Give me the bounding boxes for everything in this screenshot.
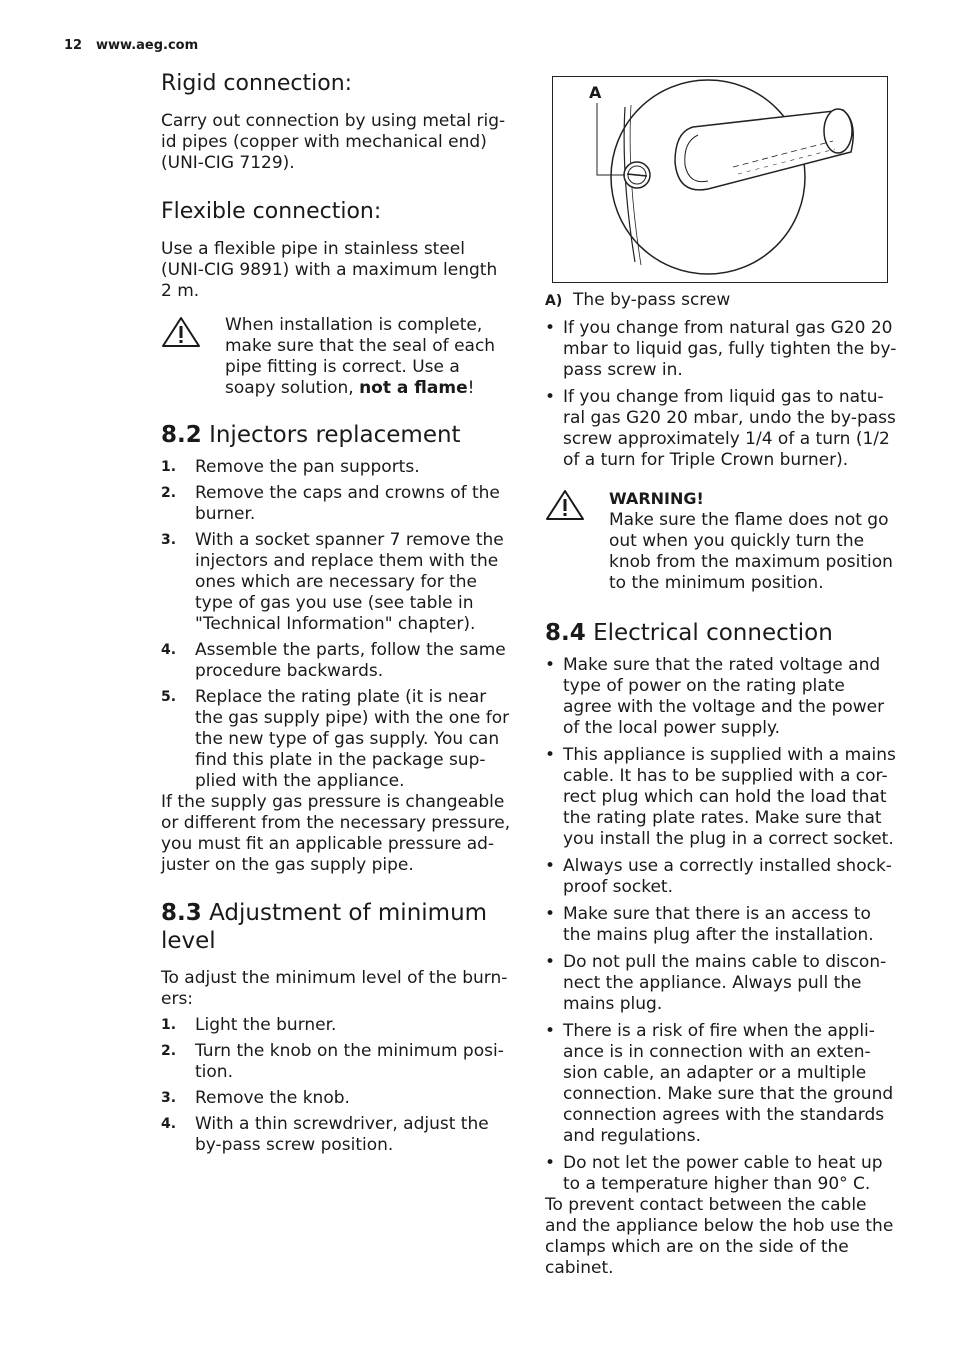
list-item xyxy=(161,530,513,635)
section-8-2-title: 8.2 Injectors replacement xyxy=(161,422,461,448)
left-column xyxy=(161,70,513,1156)
warning-triangle-icon xyxy=(161,315,201,349)
page-number: 12 xyxy=(64,38,83,53)
adjustment-steps xyxy=(161,1015,513,1156)
step-text: With a thin screwdriver, adjust the by-pass screw position. xyxy=(195,1114,489,1155)
list-item xyxy=(545,1153,897,1195)
injectors-steps xyxy=(161,457,513,792)
bullet-icon: • xyxy=(545,1153,556,1173)
flexible-connection-title: Flexible connection: xyxy=(161,199,382,224)
bullet-icon: • xyxy=(545,655,556,675)
list-item xyxy=(545,1021,897,1147)
step-number: 4. xyxy=(161,1116,177,1132)
step-number: 2. xyxy=(161,485,177,501)
list-item xyxy=(161,457,513,478)
bullet-text: If you change from liquid gas to natu-ral gas G20 20 mbar, undo the by-pass screw approximately 1/4 of a turn (1/2 of a turn for Triple Crown burner). xyxy=(563,387,896,470)
bypass-screw-figure xyxy=(552,76,888,283)
bullet-icon: • xyxy=(545,952,556,972)
gas-change-bullets xyxy=(545,318,897,471)
list-item xyxy=(545,387,897,471)
step-text: Replace the rating plate (it is near the gas supply pipe) with the one for the new type of gas supply. You can find this plate in the package sup-plied with the appliance. xyxy=(195,687,510,791)
list-item xyxy=(545,745,897,850)
caution-note xyxy=(161,315,513,399)
step-number: 4. xyxy=(161,642,177,658)
bullet-text: Always use a correctly installed shock-proof socket. xyxy=(563,856,892,897)
bullet-icon: • xyxy=(545,387,556,407)
step-text: With a socket spanner 7 remove the injectors and replace them with the ones which are necessary for the type of gas you use (see table in "Technical Information" chapter). xyxy=(195,530,504,634)
bullet-icon: • xyxy=(545,318,556,338)
bullet-icon: • xyxy=(545,856,556,876)
adjustment-intro: To adjust the minimum level of the burn-ers: xyxy=(161,968,508,1009)
step-text: Assemble the parts, follow the same procedure backwards. xyxy=(195,640,506,681)
list-item xyxy=(161,640,513,682)
list-item xyxy=(161,1041,513,1083)
step-number: 3. xyxy=(161,532,177,548)
list-item xyxy=(545,318,897,381)
step-number: 3. xyxy=(161,1090,177,1106)
list-item xyxy=(161,1015,513,1036)
right-column xyxy=(545,290,897,1279)
bullet-text: Make sure that the rated voltage and type of power on the rating plate agree with the voltage and the power of the local power supply. xyxy=(563,655,885,738)
bullet-text: There is a risk of fire when the appli-ance is in connection with an exten-sion cable, an adapter or a multiple connection. Make sure that the ground connection agrees with the standards and regulations. xyxy=(563,1021,894,1146)
burner-knob-illustration xyxy=(553,77,887,282)
list-item xyxy=(545,904,897,946)
electrical-after-text: To prevent contact between the cable and the appliance below the hob use the clamps which are on the side of the cabinet. xyxy=(545,1195,894,1278)
step-number: 5. xyxy=(161,689,177,705)
step-text: Remove the knob. xyxy=(195,1088,350,1108)
list-item xyxy=(545,655,897,739)
step-text: Light the burner. xyxy=(195,1015,337,1035)
figure-caption: A) The by-pass screw xyxy=(545,290,731,310)
figure-label-a: A xyxy=(589,83,602,102)
warning-text: Make sure the flame does not go out when you quickly turn the knob from the maximum position to the minimum position. xyxy=(609,510,893,593)
bullet-icon: • xyxy=(545,745,556,765)
flexible-connection-text: Use a flexible pipe in stainless steel (UNI-CIG 9891) with a maximum length 2 m. xyxy=(161,239,498,301)
step-number: 1. xyxy=(161,459,177,475)
warning-triangle-icon xyxy=(545,488,585,522)
step-number: 2. xyxy=(161,1043,177,1059)
injectors-after-text: If the supply gas pressure is changeable or different from the necessary pressure, you must fit an applicable pressure ad-juster on the gas supply pipe. xyxy=(161,792,511,875)
step-text: Remove the caps and crowns of the burner. xyxy=(195,483,500,524)
list-item xyxy=(161,1088,513,1109)
bullet-icon: • xyxy=(545,1021,556,1041)
section-8-4-title: 8.4 Electrical connection xyxy=(545,620,833,646)
list-item xyxy=(545,856,897,898)
electrical-bullets xyxy=(545,655,897,1195)
list-item xyxy=(545,952,897,1015)
rigid-connection-text: Carry out connection by using metal rig-id pipes (copper with mechanical end) (UNI-CIG 7129). xyxy=(161,111,506,173)
bullet-text: Do not let the power cable to heat up to a temperature higher than 90° C. xyxy=(563,1153,883,1194)
warning-note xyxy=(545,488,897,594)
website-link[interactable]: www.aeg.com xyxy=(96,38,199,53)
bullet-text: If you change from natural gas G20 20 mbar to liquid gas, fully tighten the by-pass screw in. xyxy=(563,318,897,380)
rigid-connection-title: Rigid connection: xyxy=(161,71,353,96)
bullet-text: This appliance is supplied with a mains cable. It has to be supplied with a cor-rect plug which can hold the load that the rating plate rates. Make sure that you install the plug in a correct socket. xyxy=(563,745,896,849)
bullet-text: Make sure that there is an access to the mains plug after the installation. xyxy=(563,904,874,945)
step-text: Remove the pan supports. xyxy=(195,457,420,477)
section-8-3-title: 8.3 Adjustment of minimum level xyxy=(161,900,488,954)
caution-text: When installation is complete, make sure that the seal of each pipe fitting is correct. Use a soapy solution, not a flame! xyxy=(225,315,496,398)
bullet-icon: • xyxy=(545,904,556,924)
bullet-text: Do not pull the mains cable to discon-nect the appliance. Always pull the mains plug. xyxy=(563,952,887,1014)
step-text: Turn the knob on the minimum posi-tion. xyxy=(195,1041,504,1082)
list-item xyxy=(161,687,513,792)
step-number: 1. xyxy=(161,1017,177,1033)
warning-title: WARNING! xyxy=(609,489,704,508)
list-item xyxy=(161,1114,513,1156)
caution-bold: not a flame xyxy=(359,378,468,398)
list-item xyxy=(161,483,513,525)
